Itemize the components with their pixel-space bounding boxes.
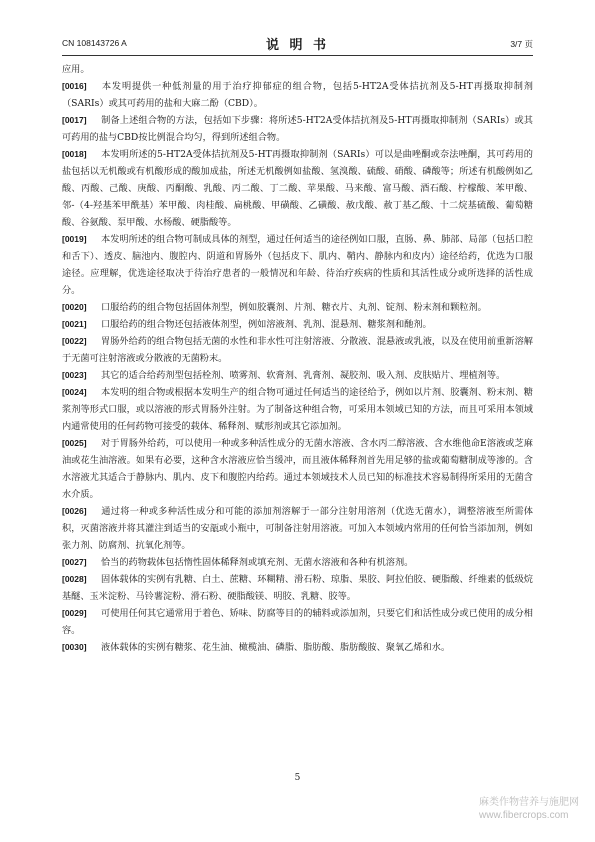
paragraph-text: 本发明的组合物或根据本发明生产的组合物可通过任何适当的途径给予，例如以片剂、胶囊剂、粉末剂、糖浆剂等形式口服，或以溶液的形式胃肠外注射。为了制备这种组合物，可采用本领域已知的方法，而且可采用本领域内通常使用的任何药物可接受的载体、稀释剂、赋形剂或其它添加剂。 — [62, 387, 533, 432]
paragraph-text: 通过将一种或多种活性成分和可能的添加剂溶解于一部分注射用溶剂（优选无菌水），调整溶液至所需体积，灭菌溶液并将其灌注到适当的安瓿或小瓶中，可制备注射用溶液。可加入本领域内常用的任何恰当添加剂，例如张力剂、防腐剂、抗氧化剂等。 — [62, 506, 533, 551]
paragraph-number: [0020] — [62, 302, 87, 312]
paragraph-text: 本发明所述的5-HT2A受体拮抗剂及5-HT再摄取抑制剂（SARIs）可以是曲唑酮或奈法唑酮，其可药用的盐包括以无机酸或有机酸形成的酸加成盐，所述无机酸例如盐酸、氢溴酸、硫酸、硝酸、磷酸等；所述有机酸例如乙酸、丙酸、己酸、庚酸、丙酮酸、乳酸、丙二酸、丁二酸、苹果酸、马来酸、富马酸、酒石酸、柠檬酸、苯甲酸、邻-（4-羟基苯甲酰基）苯甲酸、肉桂酸、扁桃酸、甲磺酸、乙磺酸、赦戊酸、赦丁基乙酸、十二烷基硫酸、葡萄糖酸、谷氨酸、泵甲酸、水杨酸、硬脂酸等。 — [62, 149, 533, 228]
paragraph — [62, 78, 533, 112]
page-header — [62, 34, 533, 54]
paragraph-number: [0028] — [62, 574, 87, 584]
paragraph-text: 制备上述组合物的方法，包括如下步骤：将所述5-HT2A受体拮抗剂及5-HT再摄取抑制剂（SARIs）或其可药用的盐与CBD按比例混合均匀，得到所述组合物。 — [62, 115, 533, 143]
paragraph-number: [0029] — [62, 608, 87, 618]
paragraph — [62, 367, 533, 384]
watermark-url: www.fibercrops.com — [479, 810, 569, 821]
paragraph-number: [0017] — [62, 115, 87, 125]
page-indicator: 3/7 页 — [510, 39, 533, 49]
paragraph-text: 可使用任何其它通常用于着色、矫味、防腐等目的的辅料或添加剂，只要它们和活性成分或已使用的成分相容。 — [62, 608, 533, 636]
site-watermark — [479, 796, 579, 822]
paragraph-number: [0030] — [62, 642, 87, 652]
patent-number: CN 108143726 A — [62, 38, 127, 48]
paragraph — [62, 333, 533, 367]
paragraph — [62, 571, 533, 605]
paragraph — [62, 554, 533, 571]
paragraph-number: [0025] — [62, 438, 87, 448]
page-number: 5 — [294, 773, 301, 783]
paragraph-text: 对于胃肠外给药，可以使用一种或多种活性成分的无菌水溶液、含水丙二醇溶液、含水维他命E溶液或芝麻油或花生油溶液。如果有必要，这种含水溶液应恰当缓冲，而且液体稀释剂首先用足够的盐或葡萄糖制成等渗的。含水溶液尤其适合于静脉内、肌内、皮下和腹腔内给药。通过本领域技术人员已知的标准技术容易制得所采用的无菌含水介质。 — [62, 438, 533, 500]
paragraph-number: [0021] — [62, 319, 87, 329]
paragraph-list — [62, 78, 533, 656]
paragraph-text: 恰当的药物载体包括惰性固体稀释剂或填充剂、无菌水溶液和各种有机溶剂。 — [101, 557, 414, 568]
paragraph-text: 固体载体的实例有乳糖、白土、蔗糖、环糊精、滑石粉、琼脂、果胶、阿拉伯胶、硬脂酸、纤维素的低级烷基醚、玉米淀粉、马铃薯淀粉、滑石粉、硬脂酸镁、明胶、乳糖、胶等。 — [62, 574, 533, 602]
continued-text: 应用。 — [62, 64, 90, 75]
paragraph — [62, 503, 533, 554]
paragraph-text: 本发明提供一种低剂量的用于治疗抑郁症的组合物，包括5-HT2A受体拮抗剂及5-HT再摄取抑制剂（SARIs）或其可药用的盐和大麻二酚（CBD）。 — [62, 81, 533, 109]
paragraph — [62, 299, 533, 316]
paragraph-text: 口服给药的组合物包括固体剂型，例如胶囊剂、片剂、糖衣片、丸剂、锭剂、粉末剂和颗粒剂。 — [101, 302, 487, 313]
paragraph — [62, 639, 533, 656]
paragraph-text: 其它的适合给药剂型包括栓剂、喷雾剂、软膏剂、乳膏剂、凝胶剂、吸入剂、皮肤贴片、埋植剂等。 — [101, 370, 506, 381]
header-divider — [62, 55, 533, 56]
paragraph — [62, 231, 533, 299]
paragraph-text: 本发明所述的组合物可制成具体的剂型，通过任何适当的途径例如口服，直肠、鼻、肺部、局部（包括口腔和舌下）、透皮、脑池内、腹腔内、阴道和胃肠外（包括皮下、肌内、鞘内、静脉内和皮内）途径给药，优选为口服途径。应理解，优选途径取决于待治疗患者的一般情况和年龄、待治疗疾病的性质和其活性成分或所选择的活性成分。 — [62, 234, 533, 296]
document-body — [62, 61, 533, 656]
paragraph-number: [0026] — [62, 506, 87, 516]
paragraph-number: [0022] — [62, 336, 87, 346]
paragraph-number: [0019] — [62, 234, 87, 244]
paragraph-number: [0018] — [62, 149, 87, 159]
paragraph — [62, 605, 533, 639]
paragraph-text: 口服给药的组合物还包括液体剂型，例如溶液剂、乳剂、混悬剂、糖浆剂和酏剂。 — [101, 319, 432, 330]
paragraph-text: 液体载体的实例有糖浆、花生油、橄榄油、磷脂、脂肪酸、脂肪酸胺、聚氧乙烯和水。 — [101, 642, 451, 653]
paragraph-number: [0023] — [62, 370, 87, 380]
paragraph — [62, 316, 533, 333]
paragraph — [62, 146, 533, 231]
paragraph — [62, 112, 533, 146]
paragraph-number: [0027] — [62, 557, 87, 567]
paragraph-text: 胃肠外给药的组合物包括无菌的水性和非水性可注射溶液、分散液、混悬液或乳液，以及在使用前重新溶解于无菌可注射溶液或分散液的无菌粉末。 — [62, 336, 533, 364]
paragraph-number: [0016] — [62, 81, 87, 91]
paragraph — [62, 384, 533, 435]
document-title: 说 明 书 — [265, 38, 330, 53]
paragraph — [62, 435, 533, 503]
watermark-site-name: 麻类作物营养与施肥网 — [479, 797, 579, 808]
paragraph-number: [0024] — [62, 387, 87, 397]
